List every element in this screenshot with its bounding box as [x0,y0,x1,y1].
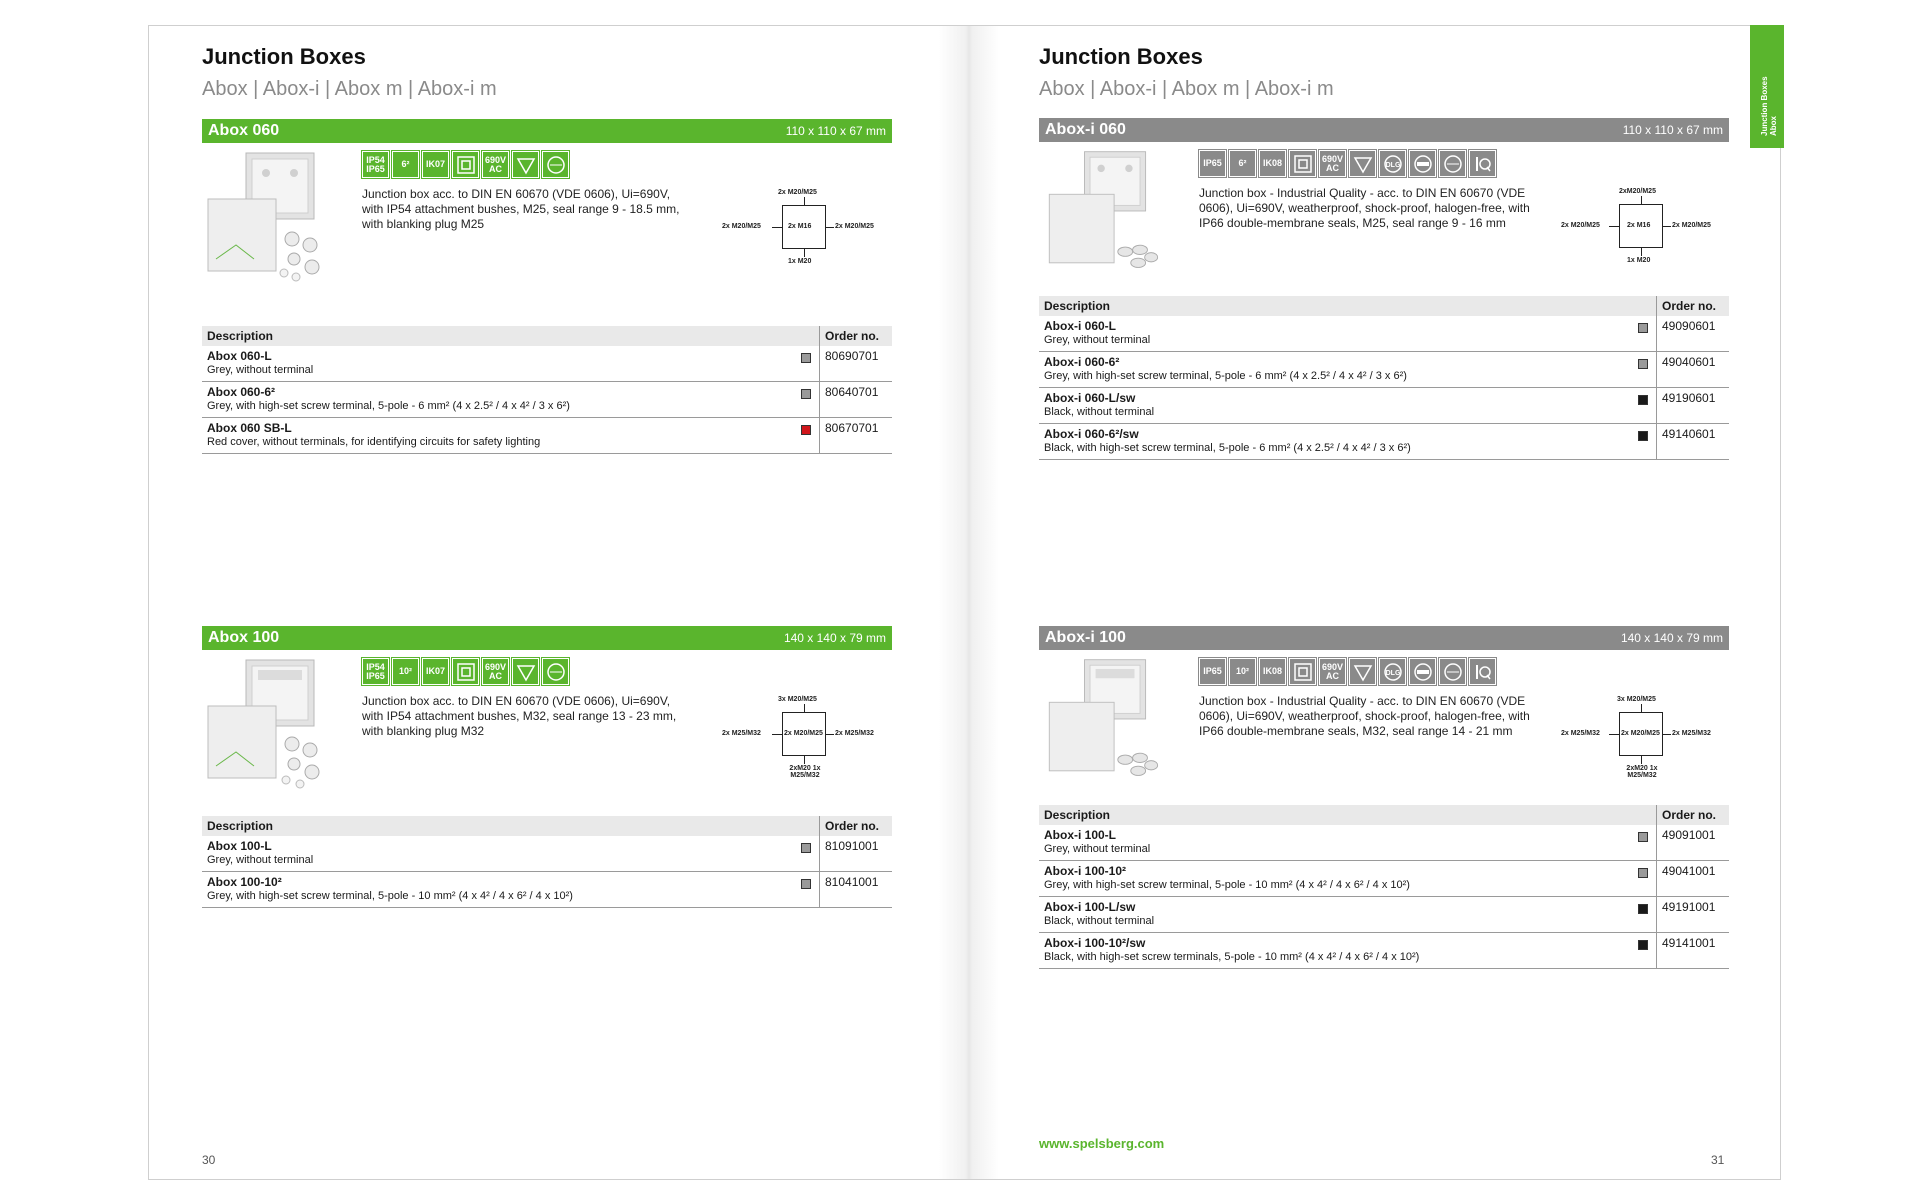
schematic-tick [804,197,805,205]
row-description: Grey, without terminal [1044,334,1151,346]
color-swatch [801,425,811,435]
color-swatch [1638,431,1648,441]
cable-icon [1409,658,1436,685]
schematic-left-label: 2x M25/M32 [1561,730,1600,737]
halogen-free-icon [1439,658,1466,685]
section-name: Abox-i 060 [1045,121,1126,138]
row-description: Grey, with high-set screw terminal, 5-pole - 10 mm² (4 x 4² / 4 x 6² / 4 x 10²) [1044,879,1410,891]
color-swatch [1638,832,1648,842]
schematic-bottom-label: 2xM20 1x M25/M32 [789,765,821,779]
right-page [1039,26,1729,1179]
iq-icon [1469,150,1496,177]
section-name: Abox 060 [208,122,280,139]
ip-rating-badge: IP65 [1199,658,1226,685]
schematic-tick [804,704,805,712]
schematic-bottom-label: 1x M20 [1627,257,1651,264]
ik-rating-badge: IK08 [1259,150,1286,177]
dimension-schematic [722,694,882,784]
schematic-tick [1609,226,1619,227]
column-header-order-no: Order no. [1656,296,1729,316]
row-description: Red cover, without terminals, for identifying circuits for safety lighting [207,436,541,448]
color-swatch [1638,323,1648,333]
voltage-badge: 690V AC [482,658,509,685]
order-number: 49091001 [1656,825,1729,860]
order-number: 49140601 [1656,424,1729,459]
halogen-free-icon [1439,150,1466,177]
order-number: 80670701 [819,418,892,453]
color-swatch [801,389,811,399]
order-number: 49090601 [1656,316,1729,351]
table-row [1039,825,1729,861]
row-description: Black, without terminal [1044,406,1155,418]
cross-section-badge: 6² [1229,150,1256,177]
order-number: 80690701 [819,346,892,381]
schematic-top-label: 3x M20/M25 [778,696,817,703]
cross-section-badge: 6² [392,151,419,178]
table-header [1039,296,1729,316]
product-description: Junction box acc. to DIN EN 60670 (VDE 0606), Ui=690V, with IP54 attachment bushes, M32, seal range 13 - 23 mm, with blanking plug M32 [362,694,677,738]
color-swatch [801,843,811,853]
cable-icon [1409,150,1436,177]
color-swatch [1638,940,1648,950]
row-name: Abox-i 060-L [1044,319,1117,333]
table-row [1039,388,1729,424]
voltage-badge: 690V AC [482,151,509,178]
section-dimensions: 110 x 110 x 67 mm [785,124,886,138]
table-row [1039,424,1729,460]
catalog-spread [148,25,1781,1180]
page-title: Junction Boxes [1039,44,1203,69]
row-description: Black, without terminal [1044,915,1155,927]
order-number: 80640701 [819,382,892,417]
chapter-tab-title: Junction Boxes [1760,76,1769,136]
row-name: Abox 100-L [207,839,272,853]
schematic-left-label: 2x M20/M25 [1561,222,1600,229]
color-swatch [1638,868,1648,878]
color-swatch [801,879,811,889]
table-header [202,326,892,346]
dimension-schematic [722,187,882,277]
certification-badges [1199,150,1496,177]
schematic-top-label: 2xM20/M25 [1619,188,1656,195]
svg-text:DLG: DLG [1385,161,1400,169]
schematic-bottom-label: 2xM20 1x M25/M32 [1626,765,1658,779]
row-name: Abox 060 SB-L [207,421,292,435]
table-row [202,872,892,908]
schematic-tick [826,734,834,735]
page-number: 31 [1711,1153,1725,1167]
schematic-tick [1663,226,1671,227]
table-row [202,346,892,382]
column-header-description: Description [1044,299,1111,313]
column-header-description: Description [1044,808,1111,822]
schematic-tick [826,227,834,228]
page-title: Junction Boxes [202,44,366,69]
order-table [202,816,892,908]
column-header-description: Description [207,329,274,343]
color-swatch [1638,395,1648,405]
ik-rating-badge: IK07 [422,658,449,685]
row-description: Grey, without terminal [207,854,314,866]
schematic-top-label: 2x M20/M25 [778,189,817,196]
page-subtitle: Abox | Abox-i | Abox m | Abox-i m [202,78,497,100]
vde-icon [1349,150,1376,177]
schematic-left-label: 2x M20/M25 [722,223,761,230]
product-section-abox-060 [202,119,892,265]
table-row [202,418,892,454]
ik-rating-badge: IK08 [1259,658,1286,685]
row-name: Abox 100-10² [207,875,282,889]
vde-icon [512,658,539,685]
row-name: Abox 060-L [207,349,272,363]
product-description: Junction box - Industrial Quality - acc. to DIN EN 60670 (VDE 0606), Ui=690V, weatherproof, shock-proof, halogen-free, with IP66 double-membrane seals, M25, seal range 9 - 16 mm [1199,186,1530,230]
schematic-tick [772,734,782,735]
ip-rating-badge: IP54 IP65 [362,658,389,685]
product-image [206,656,326,791]
schematic-tick [1641,196,1642,204]
product-image [206,149,326,284]
table-row [1039,933,1729,969]
section-dimensions: 140 x 140 x 79 mm [1620,631,1723,645]
row-name: Abox-i 100-L/sw [1044,900,1136,914]
table-row [202,836,892,872]
table-row [202,382,892,418]
schematic-tick [1609,734,1619,735]
schematic-center-label: 2x M20/M25 [1621,730,1660,737]
dlg-icon [1379,150,1406,177]
section-header [1039,118,1729,142]
schematic-tick [1663,734,1671,735]
product-section-abox-i-060 [1039,118,1729,264]
schematic-tick [1641,756,1642,764]
row-description: Grey, with high-set screw terminal, 5-pole - 6 mm² (4 x 2.5² / 4 x 4² / 3 x 6²) [1044,370,1407,382]
table-header [1039,805,1729,825]
page-subtitle: Abox | Abox-i | Abox m | Abox-i m [1039,78,1334,100]
vde-icon [512,151,539,178]
row-name: Abox-i 060-L/sw [1044,391,1136,405]
ip-rating-badge: IP54 IP65 [362,151,389,178]
certification-badges [362,151,569,178]
product-description: Junction box acc. to DIN EN 60670 (VDE 0606), Ui=690V, with IP54 attachment bushes, M25, seal range 9 - 18.5 mm, with blanking plug M25 [362,187,680,231]
order-table [1039,296,1729,460]
section-name: Abox-i 100 [1045,629,1126,646]
voltage-badge: 690V AC [1319,658,1346,685]
iq-icon [1469,658,1496,685]
certification-badges [1199,658,1496,685]
page-gutter [939,26,999,1179]
row-name: Abox-i 100-L [1044,828,1117,842]
cross-section-badge: 10² [392,658,419,685]
website-link[interactable]: www.spelsberg.com [1039,1136,1165,1151]
order-number: 49190601 [1656,388,1729,423]
column-header-description: Description [207,819,274,833]
voltage-badge: 690V AC [1319,150,1346,177]
chapter-tab-label [1760,56,1778,136]
svg-text:DLG: DLG [1385,669,1400,677]
color-swatch [1638,904,1648,914]
dlg-icon [1379,658,1406,685]
double-insulation-icon [1289,150,1316,177]
product-image [1043,148,1163,273]
schematic-right-label: 2x M20/M25 [835,223,874,230]
table-header [202,816,892,836]
column-header-order-no: Order no. [1656,805,1729,825]
left-page [202,26,892,1179]
table-row [1039,897,1729,933]
order-number: 81091001 [819,836,892,871]
double-insulation-icon [452,151,479,178]
table-row [1039,861,1729,897]
section-header [202,119,892,143]
order-table [1039,805,1729,969]
order-number: 49041001 [1656,861,1729,896]
row-name: Abox 060-6² [207,385,276,399]
section-name: Abox 100 [208,629,280,646]
chapter-tab-subtitle: Abox [1769,116,1778,136]
dimension-schematic [1559,186,1719,276]
table-row [1039,352,1729,388]
schematic-center-label: 2x M16 [788,223,812,230]
schematic-left-label: 2x M25/M32 [722,730,761,737]
schematic-right-label: 2x M25/M32 [1672,730,1711,737]
schematic-right-label: 2x M25/M32 [835,730,874,737]
order-number: 49141001 [1656,933,1729,968]
page-number: 30 [202,1153,216,1167]
product-image [1043,656,1163,781]
row-description: Grey, without terminal [1044,843,1151,855]
color-swatch [801,353,811,363]
section-header [1039,626,1729,650]
product-section-abox-100 [202,626,892,779]
row-description: Black, with high-set screw terminal, 5-pole - 6 mm² (4 x 2.5² / 4 x 4² / 3 x 6²) [1044,442,1411,454]
ik-rating-badge: IK07 [422,151,449,178]
row-description: Grey, with high-set screw terminal, 5-pole - 6 mm² (4 x 2.5² / 4 x 4² / 3 x 6²) [207,400,570,412]
schematic-tick [804,756,805,764]
row-name: Abox-i 060-6² [1044,355,1120,369]
order-number: 81041001 [819,872,892,907]
schematic-tick [1641,704,1642,712]
row-description: Grey, without terminal [207,364,314,376]
row-name: Abox-i 060-6²/sw [1044,427,1139,441]
color-swatch [1638,359,1648,369]
section-dimensions: 110 x 110 x 67 mm [1622,123,1723,137]
halogen-free-icon [542,658,569,685]
double-insulation-icon [452,658,479,685]
row-name: Abox-i 100-10² [1044,864,1127,878]
order-number: 49040601 [1656,352,1729,387]
row-description: Grey, with high-set screw terminal, 5-pole - 10 mm² (4 x 4² / 4 x 6² / 4 x 10²) [207,890,573,902]
section-header [202,626,892,650]
section-dimensions: 140 x 140 x 79 mm [783,631,886,645]
vde-icon [1349,658,1376,685]
double-insulation-icon [1289,658,1316,685]
schematic-center-label: 2x M20/M25 [784,730,823,737]
order-number: 49191001 [1656,897,1729,932]
row-name: Abox-i 100-10²/sw [1044,936,1146,950]
schematic-right-label: 2x M20/M25 [1672,222,1711,229]
schematic-top-label: 3x M20/M25 [1617,696,1656,703]
product-description: Junction box - Industrial Quality - acc. to DIN EN 60670 (VDE 0606), Ui=690V, weatherproof, shock-proof, halogen-free, with IP66 double-membrane seals, M32, seal range 14 - 21 mm [1199,694,1530,738]
schematic-tick [804,249,805,257]
schematic-tick [1641,248,1642,256]
product-section-abox-i-100 [1039,626,1729,779]
column-header-order-no: Order no. [819,816,892,836]
table-row [1039,316,1729,352]
row-description: Black, with high-set screw terminals, 5-pole - 10 mm² (4 x 4² / 4 x 6² / 4 x 10²) [1044,951,1420,963]
dimension-schematic [1559,694,1719,784]
column-header-order-no: Order no. [819,326,892,346]
schematic-tick [772,227,782,228]
schematic-center-label: 2x M16 [1627,222,1651,229]
halogen-free-icon [542,151,569,178]
cross-section-badge: 10² [1229,658,1256,685]
certification-badges [362,658,569,685]
schematic-bottom-label: 1x M20 [788,258,812,265]
ip-rating-badge: IP65 [1199,150,1226,177]
order-table [202,326,892,454]
